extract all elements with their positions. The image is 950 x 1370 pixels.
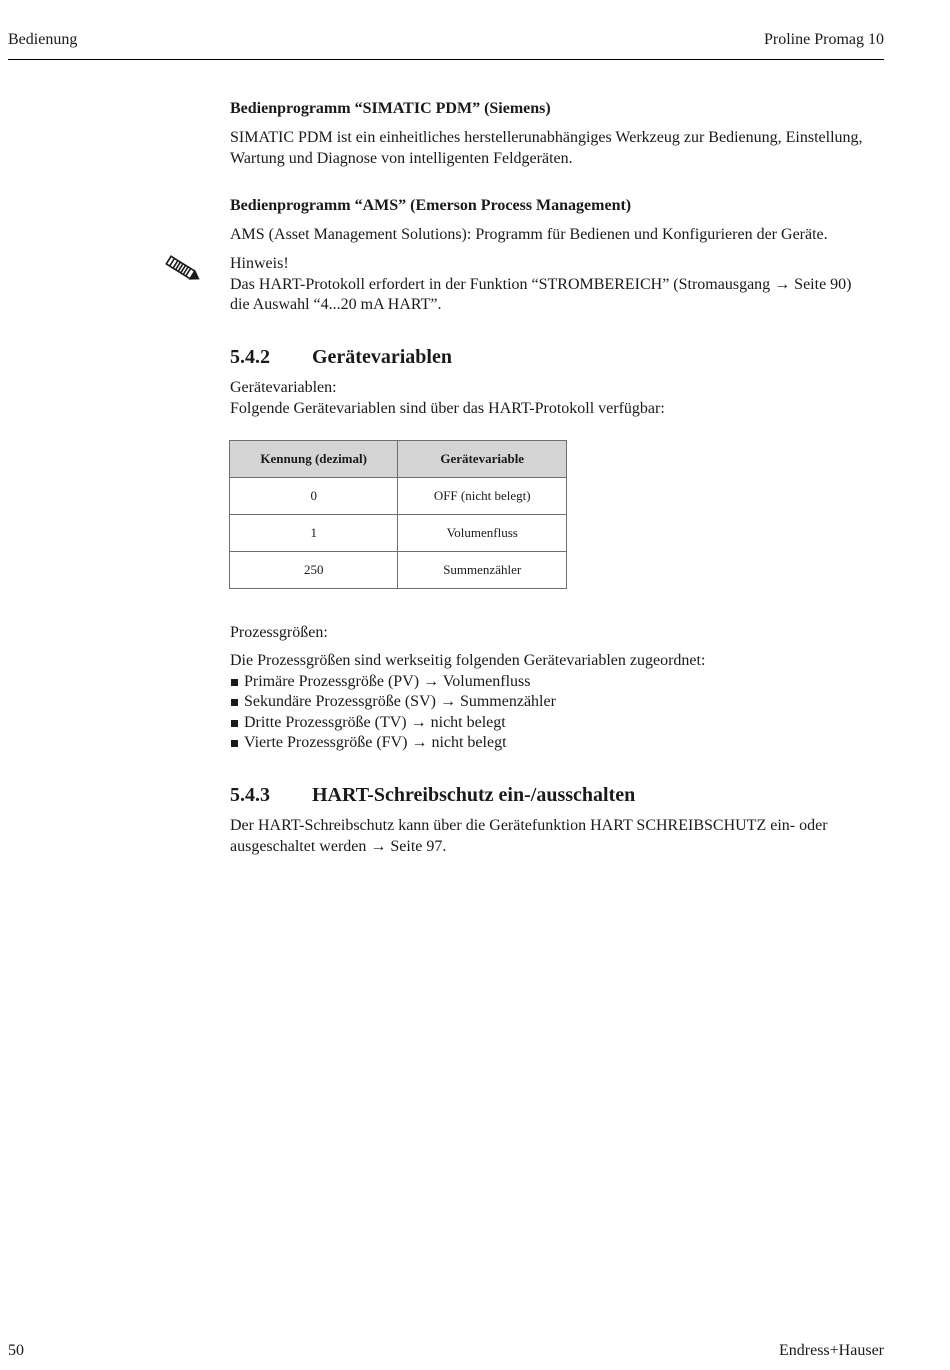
header-rule bbox=[8, 59, 884, 60]
ams-paragraph: AMS (Asset Management Solutions): Programm für Bedienen und Konfigurieren der Geräte. bbox=[230, 226, 828, 243]
table-header-row bbox=[230, 441, 567, 478]
section-543-number: 5.4.3 bbox=[230, 784, 270, 806]
section-542-intro-line-1: Gerätevariablen: bbox=[230, 379, 337, 396]
device-variables-table bbox=[229, 440, 567, 589]
list-item: Primäre Prozessgröße (PV) → Volumenfluss bbox=[230, 672, 890, 693]
table-cell: 0 bbox=[230, 478, 398, 515]
list-item: Vierte Prozessgröße (FV) → nicht belegt bbox=[230, 733, 890, 754]
process-list bbox=[230, 672, 890, 754]
section-543-heading bbox=[230, 783, 890, 807]
note-line-1: Das HART-Protokoll erfordert in der Funktion “STROMBEREICH” (Stromausgang → Seite 90) bbox=[230, 275, 852, 293]
table-cell: OFF (nicht belegt) bbox=[398, 478, 567, 515]
section-543-paragraph bbox=[230, 816, 890, 857]
table-row bbox=[230, 552, 567, 589]
section-542-intro bbox=[230, 378, 890, 419]
note-block bbox=[230, 254, 890, 316]
table-cell: Summenzähler bbox=[398, 552, 567, 589]
list-item: Dritte Prozessgröße (TV) → nicht belegt bbox=[230, 713, 890, 734]
section-543-title: HART-Schreibschutz ein-/ausschalten bbox=[312, 784, 636, 806]
table-cell: Volumenfluss bbox=[398, 515, 567, 552]
page-number: 50 bbox=[8, 1342, 24, 1359]
simatic-paragraph bbox=[230, 128, 890, 169]
header-product-name: Proline Promag 10 bbox=[764, 31, 884, 48]
section-542-number: 5.4.2 bbox=[230, 346, 270, 368]
section-542-heading bbox=[230, 345, 890, 369]
section-542-title: Gerätevariablen bbox=[312, 346, 452, 368]
section-543-line-2: ausgeschaltet werden → Seite 97. bbox=[230, 837, 447, 855]
simatic-line-2: Wartung und Diagnose von intelligenten Feldgeräten. bbox=[230, 149, 573, 167]
table-cell: 1 bbox=[230, 515, 398, 552]
table-cell: 250 bbox=[230, 552, 398, 589]
section-543-line-1: Der HART-Schreibschutz kann über die Gerätefunktion HART SCHREIBSCHUTZ ein- oder bbox=[230, 817, 828, 834]
simatic-heading: Bedienprogramm “SIMATIC PDM” (Siemens) bbox=[230, 100, 551, 117]
footer-company: Endress+Hauser bbox=[779, 1342, 884, 1359]
simatic-line-1: SIMATIC PDM ist ein einheitliches herstellerunabhängiges Werkzeug zur Bedienung, Einstellung, bbox=[230, 129, 863, 146]
process-intro: Die Prozessgrößen sind werkseitig folgenden Gerätevariablen zugeordnet: bbox=[230, 652, 706, 669]
pencil-icon bbox=[160, 252, 204, 286]
note-title: Hinweis! bbox=[230, 255, 289, 272]
ams-heading: Bedienprogramm “AMS” (Emerson Process Management) bbox=[230, 197, 632, 214]
note-line-2: die Auswahl “4...20 mA HART”. bbox=[230, 296, 442, 313]
list-item: Sekundäre Prozessgröße (SV) → Summenzähler bbox=[230, 692, 890, 713]
table-row bbox=[230, 478, 567, 515]
table-row bbox=[230, 515, 567, 552]
section-542-intro-line-2: Folgende Gerätevariablen sind über das HART-Protokoll verfügbar: bbox=[230, 399, 665, 417]
header-section-title: Bedienung bbox=[8, 31, 78, 48]
column-header-id: Kennung (dezimal) bbox=[230, 441, 398, 478]
column-header-variable: Gerätevariable bbox=[398, 441, 567, 478]
process-block bbox=[230, 651, 890, 754]
process-label: Prozessgrößen: bbox=[230, 624, 328, 641]
